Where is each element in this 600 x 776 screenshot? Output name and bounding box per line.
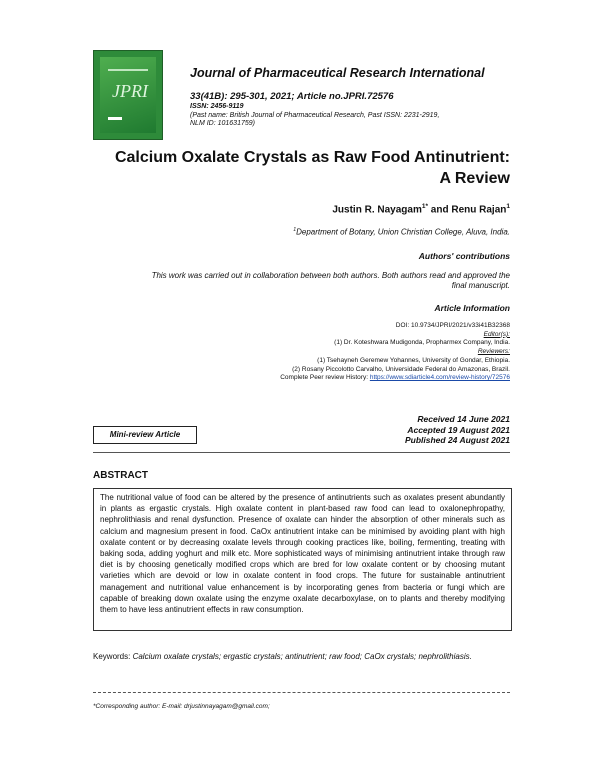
author-name: Renu Rajan — [451, 204, 507, 216]
cover-label-strip — [108, 117, 122, 120]
doi: DOI: 10.9734/JPRI/2021/v33i41B32368 — [395, 322, 510, 329]
contributions-line: This work was carried out in collaboration between both authors. Both authors read and approved the — [151, 271, 510, 280]
footnote-divider — [93, 692, 510, 693]
accepted-date: Accepted 19 August 2021 — [407, 424, 510, 435]
received-date: Received 14 June 2021 — [417, 414, 510, 424]
keywords — [93, 652, 510, 663]
abstract-heading: ABSTRACT — [93, 470, 148, 481]
author-superscript: 1 — [506, 203, 510, 210]
publication-dates — [330, 414, 510, 446]
cover-logo: JPRI — [112, 81, 148, 101]
affiliation-text: Department of Botany, Union Christian College, Aluva, India. — [296, 227, 510, 237]
contributions-text — [80, 271, 510, 291]
article-title — [80, 147, 510, 189]
editor-label: Editor(s): — [483, 330, 510, 338]
review-history — [200, 374, 510, 383]
author-conjunction: and — [428, 204, 452, 216]
editor-entry: (1) Dr. Koteshwara Mudigonda, Propharmex Company, India. — [334, 339, 510, 347]
cover-title-strip — [108, 69, 148, 71]
journal-issn: ISSN: 2456-9119 — [190, 103, 244, 110]
journal-meta — [190, 103, 439, 129]
article-info — [200, 322, 510, 383]
journal-past-name: (Past name: British Journal of Pharmaceutical Research, Past ISSN: 2231-2919, — [190, 111, 440, 119]
published-date: Published 24 August 2021 — [404, 435, 510, 445]
reviewer-label: Reviewers: — [477, 348, 510, 356]
contributions-line: final manuscript. — [451, 281, 510, 290]
journal-volume: 33(41B): 295-301, 2021; Article no.JPRI.72576 — [190, 91, 394, 102]
author-superscript: 1* — [421, 203, 429, 210]
article-title-line1: Calcium Oxalate Crystals as Raw Food Antinutrient: — [114, 149, 510, 166]
article-type-badge: Mini-review Article — [93, 426, 197, 444]
corresponding-author: *Corresponding author: E-mail: drjustinnayagam@gmail.com; — [93, 703, 270, 710]
abstract-text: The nutritional value of food can be altered by the presence of antinutrients such as oxalates present abundantly in plants as ergastic crystals. High oxalate content in plant-based raw food can lead to oxalonephropathy, nephrolithiasis and renal dysfunction. Presence of oxalate can hinder the absorption of other minerals such as calcium and magnesium present in food. CaOx antinutrient intake can be minimised by avoiding plant with high oxalate content or by decreasing oxalate levels through cooking practices like, boiling, fermenting, treating with baking soda, adding yoghurt and milk etc. More sophisticated ways of minimising antinutrient intake through raw diet is by choosing genetically modified crops which are bred for low oxalate content or by choosing mutant varieties which are devoid or low in oxalate content in food crops. The future for sustainable antinutrient management and nutritional value enhancement is by incorporating genes from bacteria or fungi which are capable of breaking down oxalate using the enzyme oxalate decarboxylase, on to plants and thereby modifying them to have less antinutrient effects in raw consumption. — [93, 488, 512, 631]
keywords-values: Calcium oxalate crystals; ergastic crystals; antinutrient; raw food; CaOx crystals; nephrolithiasis. — [132, 652, 472, 661]
reviewer-entry: (1) Tsehayneh Geremew Yohannes, University of Gondar, Ethiopia. — [317, 356, 510, 364]
author-name: Justin R. Nayagam — [332, 204, 422, 216]
reviewer-entry: (2) Rosany Piccolotto Carvalho, Universidade Federal do Amazonas, Brazil. — [292, 365, 510, 373]
divider — [93, 452, 510, 453]
journal-cover-image — [93, 50, 163, 140]
journal-title: Journal of Pharmaceutical Research International — [190, 66, 485, 80]
article-title-line2: A Review — [439, 170, 510, 187]
article-info-heading: Article Information — [434, 303, 510, 313]
cover-inner — [100, 57, 156, 133]
affiliation-superscript: 1 — [293, 227, 297, 233]
contributions-heading: Authors' contributions — [418, 251, 510, 261]
journal-nlm: NLM ID: 101631759) — [190, 120, 255, 127]
affiliation — [150, 227, 510, 237]
keywords-label: Keywords: — [93, 652, 133, 661]
author-list — [200, 203, 510, 215]
review-history-link[interactable]: https://www.sdiarticle4.com/review-history/72576 — [369, 374, 510, 382]
review-history-label: Complete Peer review History: — [280, 374, 370, 382]
